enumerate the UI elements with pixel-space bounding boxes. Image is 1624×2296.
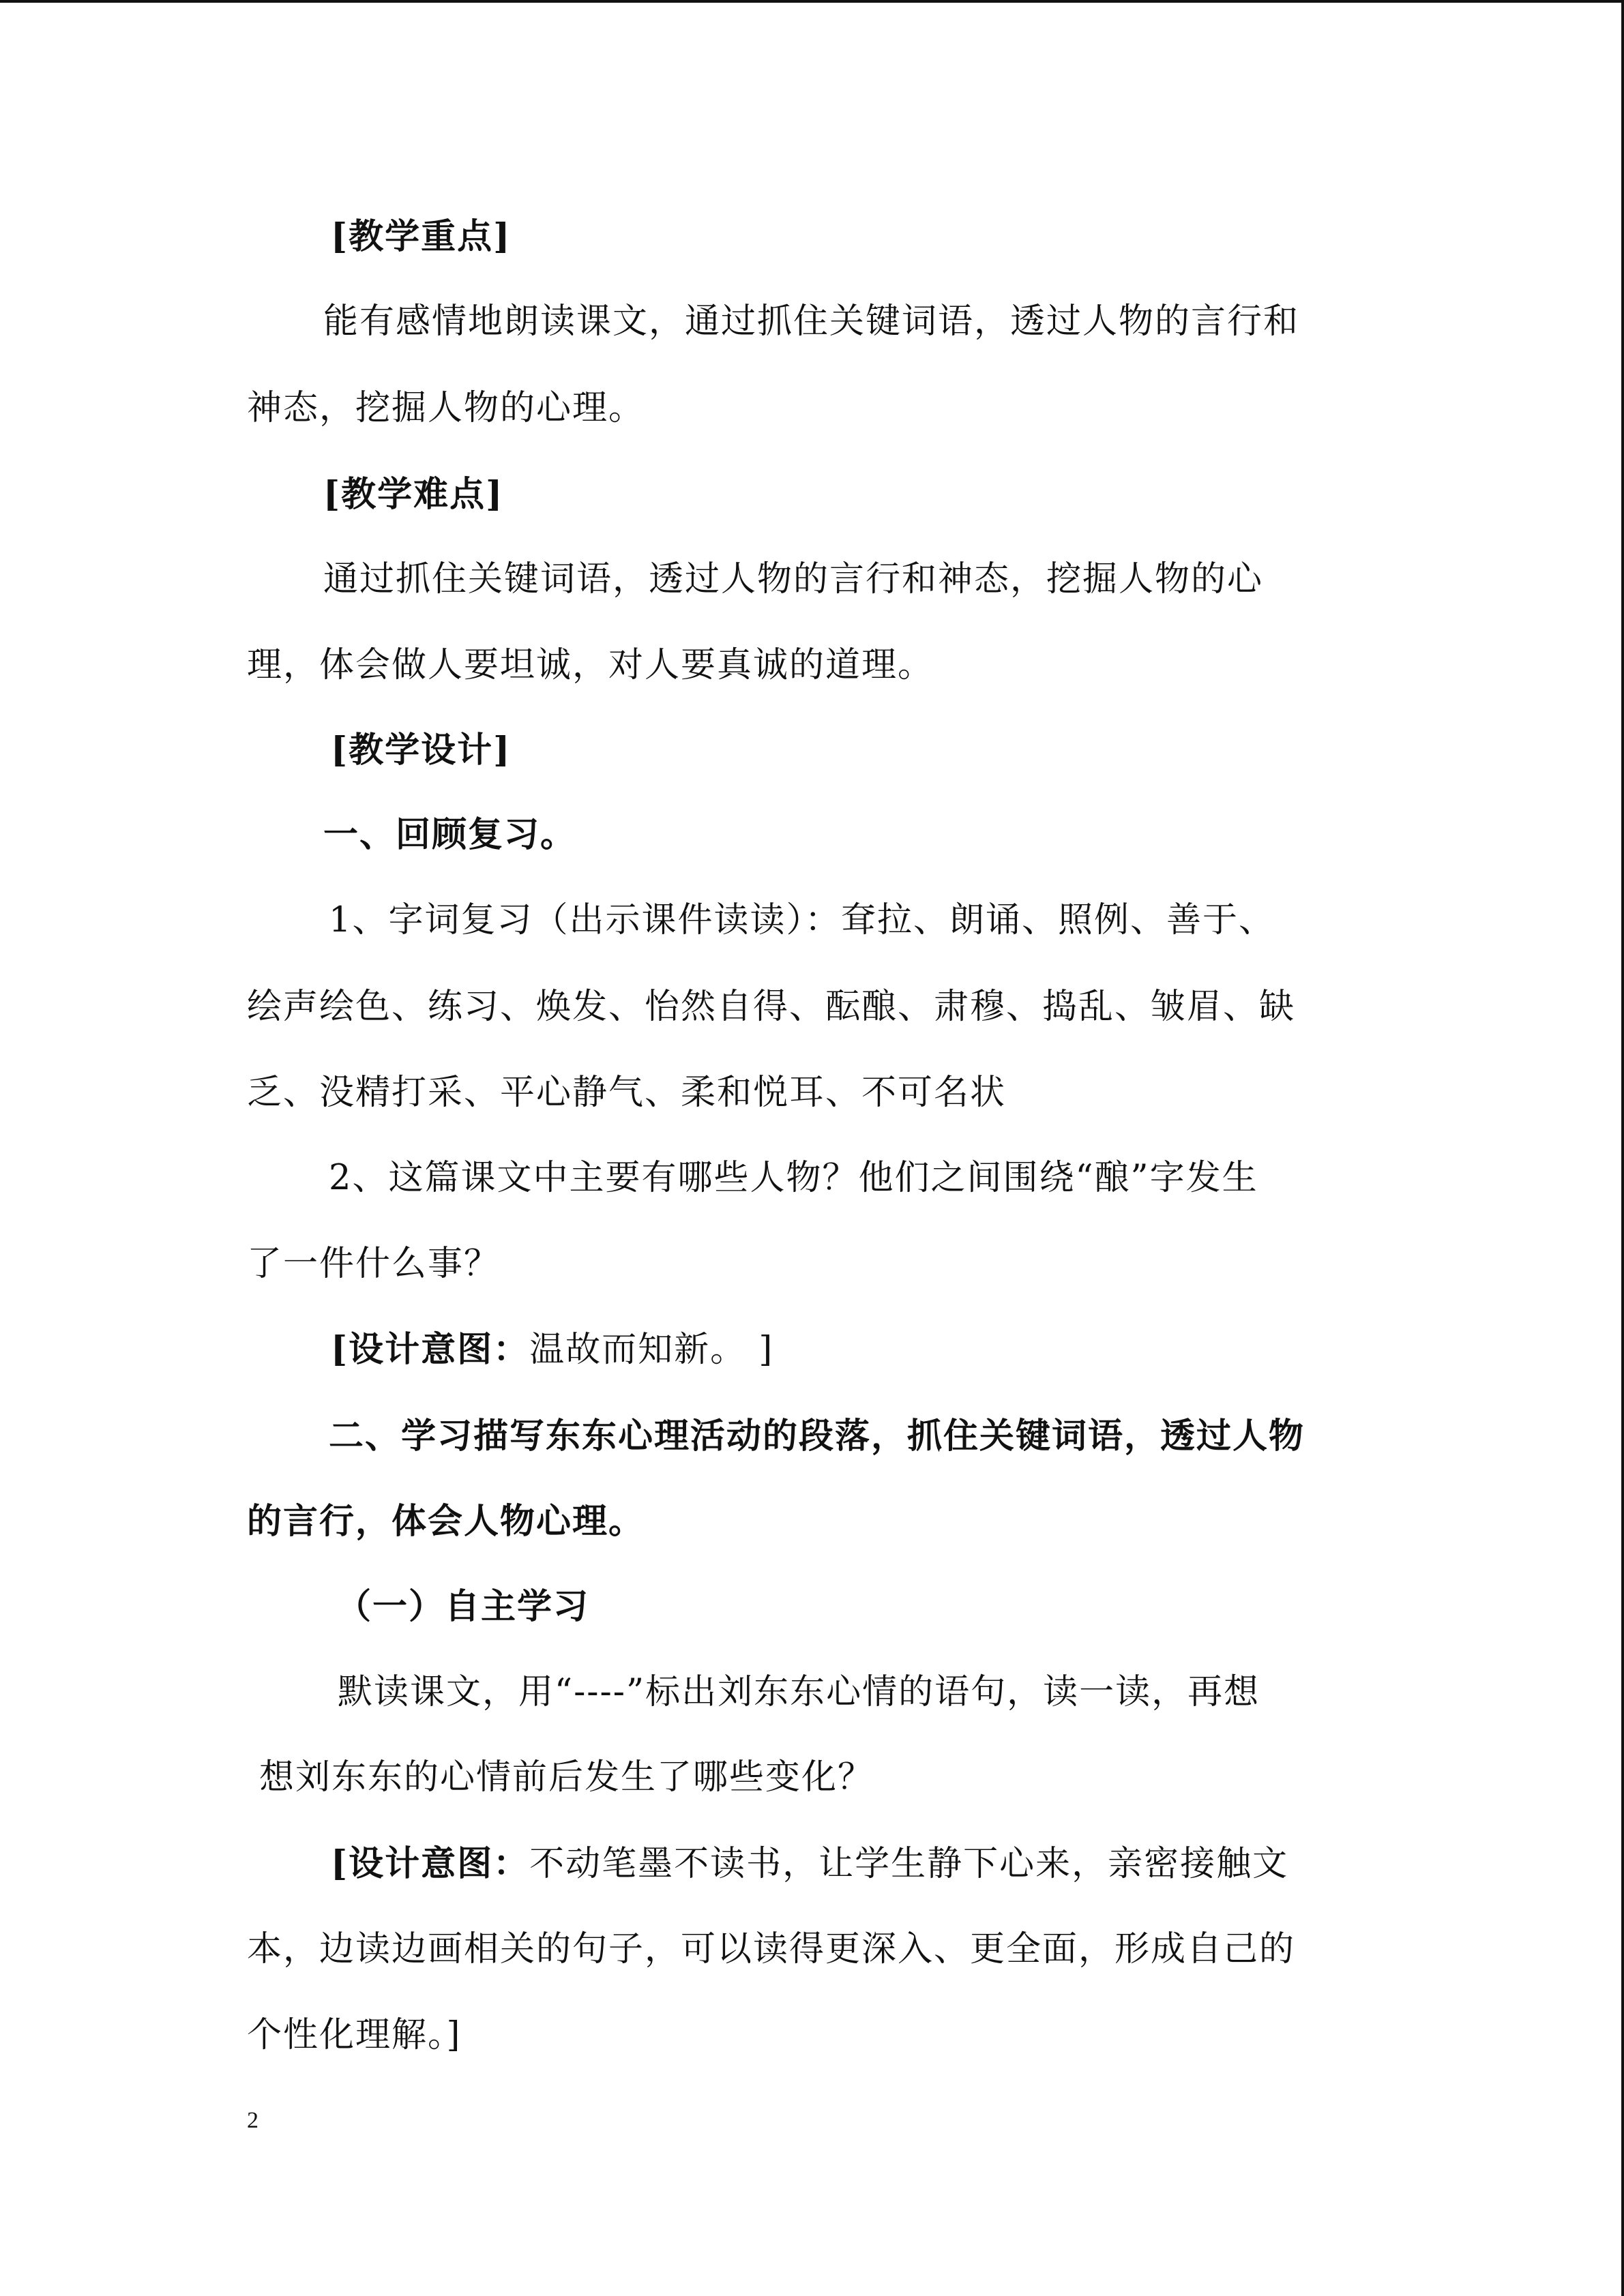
item-one-line-1: 1、字词复习（出示课件读读）：耷拉、朗诵、照例、善于、 <box>329 900 1275 940</box>
subsection-self-study-heading: （一）自主学习 <box>336 1586 590 1627</box>
part-two-heading-line-2: 的言行，体会人物心理。 <box>247 1501 645 1542</box>
heading-teaching-difficulty: [教学难点] <box>323 474 504 515</box>
design-intent-two-text: 不动笔墨不读书，让学生静下心来，亲密接触文 <box>529 1844 1289 1884</box>
difficulty-paragraph-line-1: 通过抓住关键词语，透过人物的言行和神态，挖掘人物的心 <box>323 559 1264 599</box>
heading-teaching-design: [教学设计] <box>331 730 512 771</box>
design-intent-two-label: [设计意图： <box>331 1843 530 1884</box>
right-border-line <box>1621 0 1624 2296</box>
design-intent-one <box>331 1326 1463 1373</box>
page-number: 2 <box>247 2108 259 2133</box>
self-study-paragraph-line-1: 默读课文，用“----”标出刘东东心情的语句，读一读，再想 <box>338 1672 1260 1712</box>
item-two-line-2: 了一件什么事？ <box>247 1244 501 1284</box>
item-one-line-2: 绘声绘色、练习、焕发、怡然自得、酝酿、肃穆、捣乱、皱眉、缺 <box>247 987 1296 1027</box>
difficulty-paragraph-line-2: 理，体会做人要坦诚，对人要真诚的道理。 <box>247 645 934 685</box>
part-one-heading: 一、回顾复习。 <box>323 814 577 855</box>
top-border-line <box>0 0 1624 3</box>
design-intent-two-line-3: 个性化理解。] <box>247 2015 462 2055</box>
part-two-heading-line-1: 二、学习描写东东心理活动的段落，抓住关键词语，透过人物 <box>329 1416 1305 1457</box>
design-intent-two-line-2: 本，边读边画相关的句子，可以读得更深入、更全面，形成自己的 <box>247 1929 1296 1969</box>
focus-paragraph-line-1: 能有感情地朗读课文，通过抓住关键词语，透过人物的言行和 <box>323 301 1300 342</box>
item-one-line-3: 乏、没精打采、平心静气、柔和悦耳、不可名状 <box>247 1073 1007 1113</box>
focus-paragraph-line-2: 神态，挖掘人物的心理。 <box>247 388 645 428</box>
item-two-line-1: 2、这篇课文中主要有哪些人物？他们之间围绕“酿”字发生 <box>329 1158 1258 1198</box>
self-study-paragraph-line-2: 想刘东东的心情前后发生了哪些变化？ <box>259 1757 874 1798</box>
design-intent-one-label: [设计意图： <box>331 1329 530 1370</box>
design-intent-two-line-1 <box>331 1840 1463 1888</box>
heading-teaching-focus: [教学重点] <box>331 216 512 257</box>
design-intent-one-text: 温故而知新。 ] <box>529 1330 774 1370</box>
